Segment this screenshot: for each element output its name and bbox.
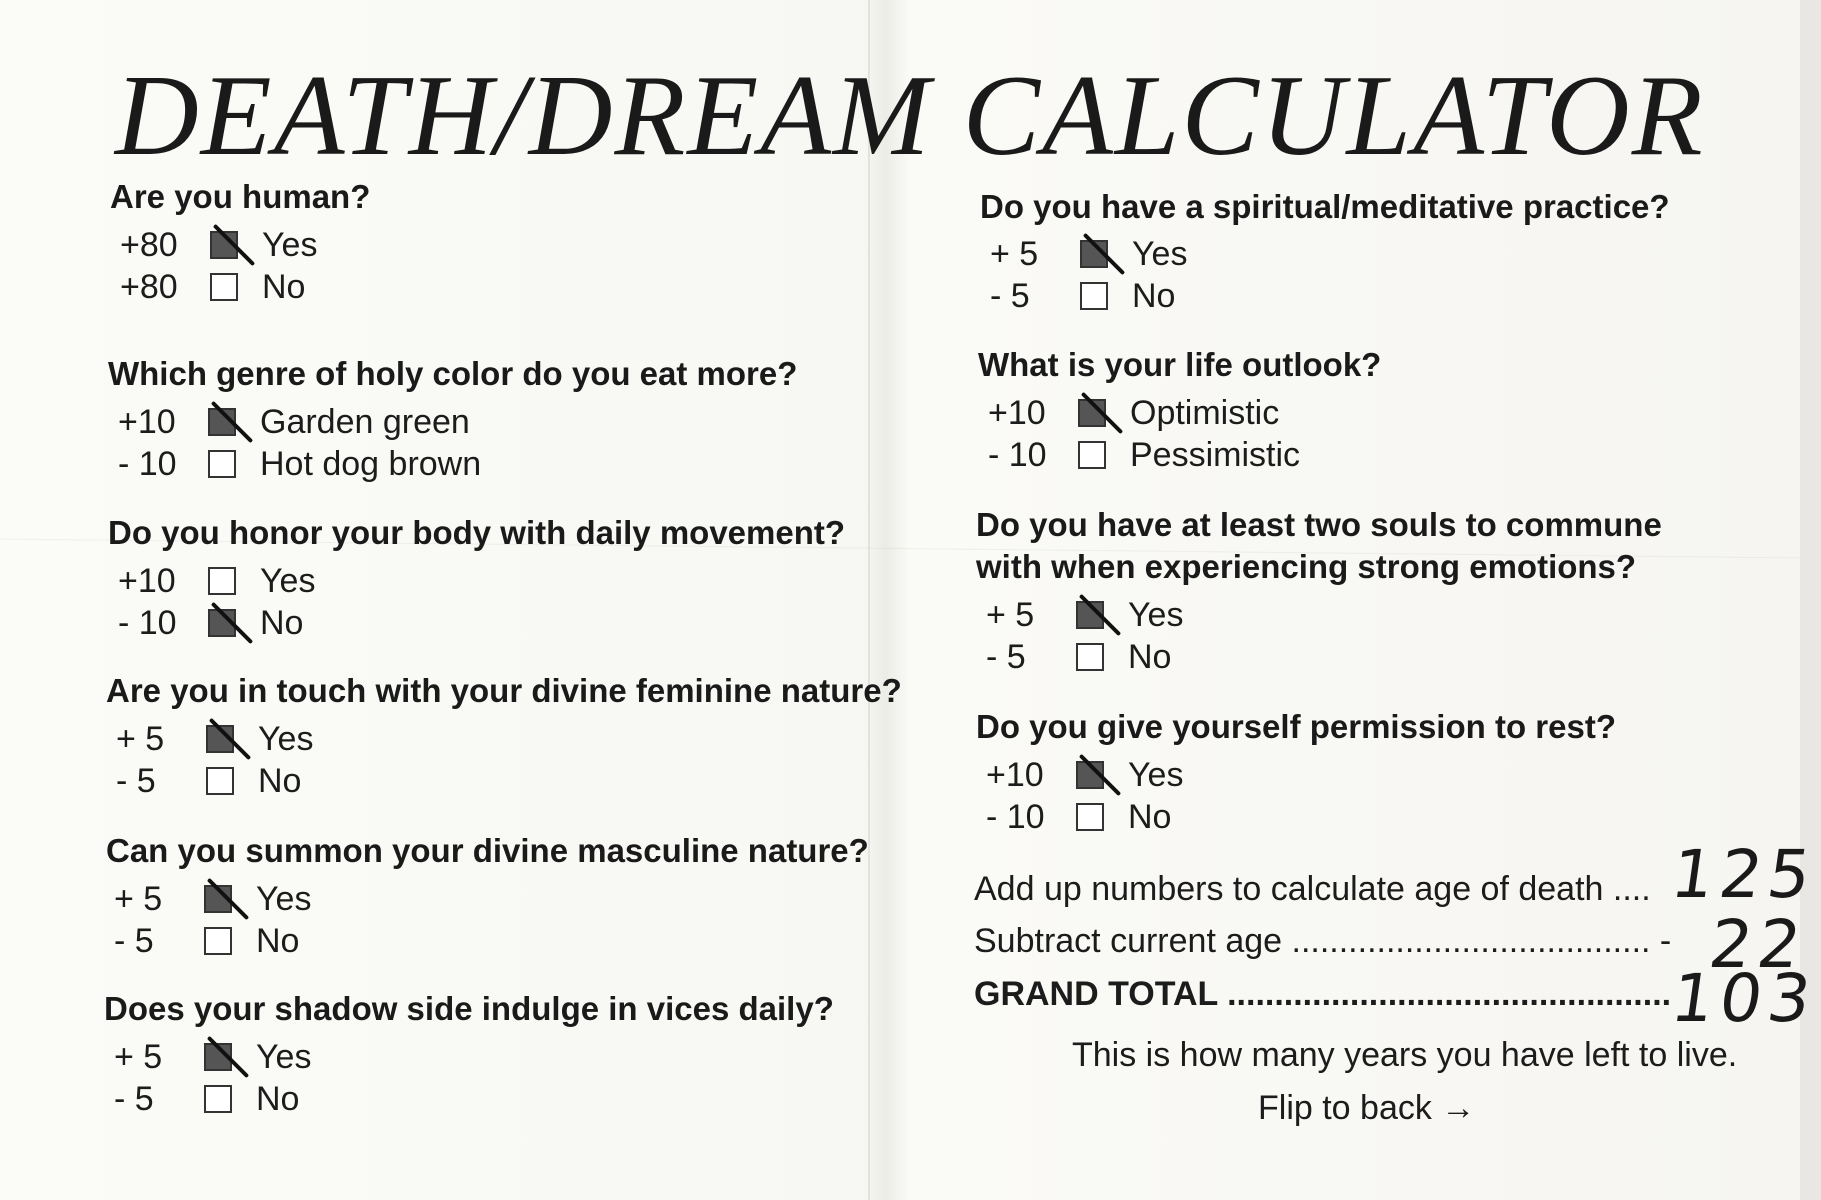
option-label: Yes xyxy=(256,1038,312,1076)
option-feminine-no[interactable] xyxy=(116,761,301,801)
handwritten-age-of-death: 125 xyxy=(1666,836,1821,913)
checkbox[interactable] xyxy=(1076,803,1104,831)
question-two-souls-line2: with when experiencing strong emotions? xyxy=(976,548,1637,585)
score: - 5 xyxy=(986,638,1026,676)
question-two-souls-line1: Do you have at least two souls to commune xyxy=(976,506,1662,543)
checkbox[interactable] xyxy=(206,767,234,795)
option-label: Pessimistic xyxy=(1130,436,1301,474)
checkbox-checked[interactable] xyxy=(206,725,234,753)
checkbox[interactable] xyxy=(210,273,238,301)
score: - 10 xyxy=(988,436,1047,474)
option-label: No xyxy=(1128,798,1172,836)
question-life-outlook: What is your life outlook? xyxy=(978,346,1382,383)
question-holy-color: Which genre of holy color do you eat more? xyxy=(108,355,798,392)
option-label: Hot dog brown xyxy=(260,445,482,483)
score: + 5 xyxy=(986,596,1035,634)
option-optimistic[interactable] xyxy=(988,393,1279,433)
option-masculine-no[interactable] xyxy=(114,921,299,961)
option-human-no[interactable] xyxy=(120,267,305,307)
checkbox-checked[interactable] xyxy=(210,231,238,259)
question-daily-movement: Do you honor your body with daily movement? xyxy=(108,514,846,551)
option-spiritual-yes[interactable] xyxy=(990,234,1187,274)
option-human-yes[interactable] xyxy=(120,225,317,265)
handwritten-current-age: 22 xyxy=(1704,906,1812,983)
option-label: No xyxy=(258,762,302,800)
paper-fold-vertical xyxy=(868,0,870,1200)
score: +80 xyxy=(120,226,178,264)
checkbox-checked[interactable] xyxy=(1076,601,1104,629)
score: + 5 xyxy=(114,1038,163,1076)
option-label: Garden green xyxy=(260,403,470,441)
handwritten-grand-total: 103 xyxy=(1666,960,1821,1037)
score: - 10 xyxy=(118,604,177,642)
option-label: Yes xyxy=(1128,756,1184,794)
checkbox[interactable] xyxy=(208,567,236,595)
score: +10 xyxy=(986,756,1044,794)
option-label: Optimistic xyxy=(1130,394,1280,432)
score: - 5 xyxy=(114,922,154,960)
checkbox[interactable] xyxy=(204,1085,232,1113)
checkbox-checked[interactable] xyxy=(204,885,232,913)
checkbox-checked[interactable] xyxy=(208,609,236,637)
checkbox[interactable] xyxy=(1078,441,1106,469)
option-label: Yes xyxy=(258,720,314,758)
option-label: Yes xyxy=(256,880,312,918)
page-title: DEATH/DREAM CALCULATOR xyxy=(115,52,1705,180)
add-up-line: Add up numbers to calculate age of death .... xyxy=(974,870,1651,908)
option-shadow-no[interactable] xyxy=(114,1079,299,1119)
score: + 5 xyxy=(116,720,165,758)
score: - 5 xyxy=(116,762,156,800)
question-divine-feminine: Are you in touch with your divine feminine nature? xyxy=(106,672,902,709)
option-souls-yes[interactable] xyxy=(986,595,1183,635)
option-label: No xyxy=(1128,638,1172,676)
option-shadow-yes[interactable] xyxy=(114,1037,311,1077)
option-label: Yes xyxy=(1128,596,1184,634)
option-rest-yes[interactable] xyxy=(986,755,1183,795)
checkbox[interactable] xyxy=(1080,282,1108,310)
score: +10 xyxy=(988,394,1046,432)
option-label: No xyxy=(260,604,304,642)
score: - 5 xyxy=(114,1080,154,1118)
question-spiritual-practice: Do you have a spiritual/meditative practice? xyxy=(980,188,1670,225)
option-garden-green[interactable] xyxy=(118,402,470,442)
option-spiritual-no[interactable] xyxy=(990,276,1175,316)
score: - 5 xyxy=(990,277,1030,315)
checkbox[interactable] xyxy=(1076,643,1104,671)
checkbox-checked[interactable] xyxy=(208,408,236,436)
option-movement-no[interactable] xyxy=(118,603,303,643)
option-label: No xyxy=(262,268,306,306)
subtract-line: Subtract current age ...................................... - xyxy=(974,922,1672,960)
score: +10 xyxy=(118,403,176,441)
score: +10 xyxy=(118,562,176,600)
years-left-note: This is how many years you have left to live. xyxy=(1072,1036,1738,1074)
question-permission-rest: Do you give yourself permission to rest? xyxy=(976,708,1616,745)
option-souls-no[interactable] xyxy=(986,637,1171,677)
score: - 10 xyxy=(986,798,1045,836)
question-divine-masculine: Can you summon your divine masculine nature? xyxy=(106,832,869,869)
checkbox[interactable] xyxy=(204,927,232,955)
option-label: Yes xyxy=(262,226,318,264)
option-label: No xyxy=(256,922,300,960)
option-label: Yes xyxy=(1132,235,1188,273)
score: - 10 xyxy=(118,445,177,483)
checkbox-checked[interactable] xyxy=(1078,399,1106,427)
checkbox[interactable] xyxy=(208,450,236,478)
option-masculine-yes[interactable] xyxy=(114,879,311,919)
option-feminine-yes[interactable] xyxy=(116,719,313,759)
option-pessimistic[interactable] xyxy=(988,435,1300,475)
option-movement-yes[interactable] xyxy=(118,561,315,601)
score: + 5 xyxy=(990,235,1039,273)
option-label: No xyxy=(1132,277,1176,315)
flip-to-back[interactable]: Flip to back → xyxy=(1258,1089,1476,1127)
score: +80 xyxy=(120,268,178,306)
score: + 5 xyxy=(114,880,163,918)
question-human: Are you human? xyxy=(110,178,371,215)
question-shadow-side: Does your shadow side indulge in vices daily? xyxy=(104,990,834,1027)
checkbox-checked[interactable] xyxy=(204,1043,232,1071)
grand-total-line: GRAND TOTAL ............................................... xyxy=(974,975,1672,1013)
checkbox-checked[interactable] xyxy=(1080,240,1108,268)
checkbox-checked[interactable] xyxy=(1076,761,1104,789)
option-hot-dog-brown[interactable] xyxy=(118,444,481,484)
option-rest-no[interactable] xyxy=(986,797,1171,837)
option-label: Yes xyxy=(260,562,316,600)
option-label: No xyxy=(256,1080,300,1118)
